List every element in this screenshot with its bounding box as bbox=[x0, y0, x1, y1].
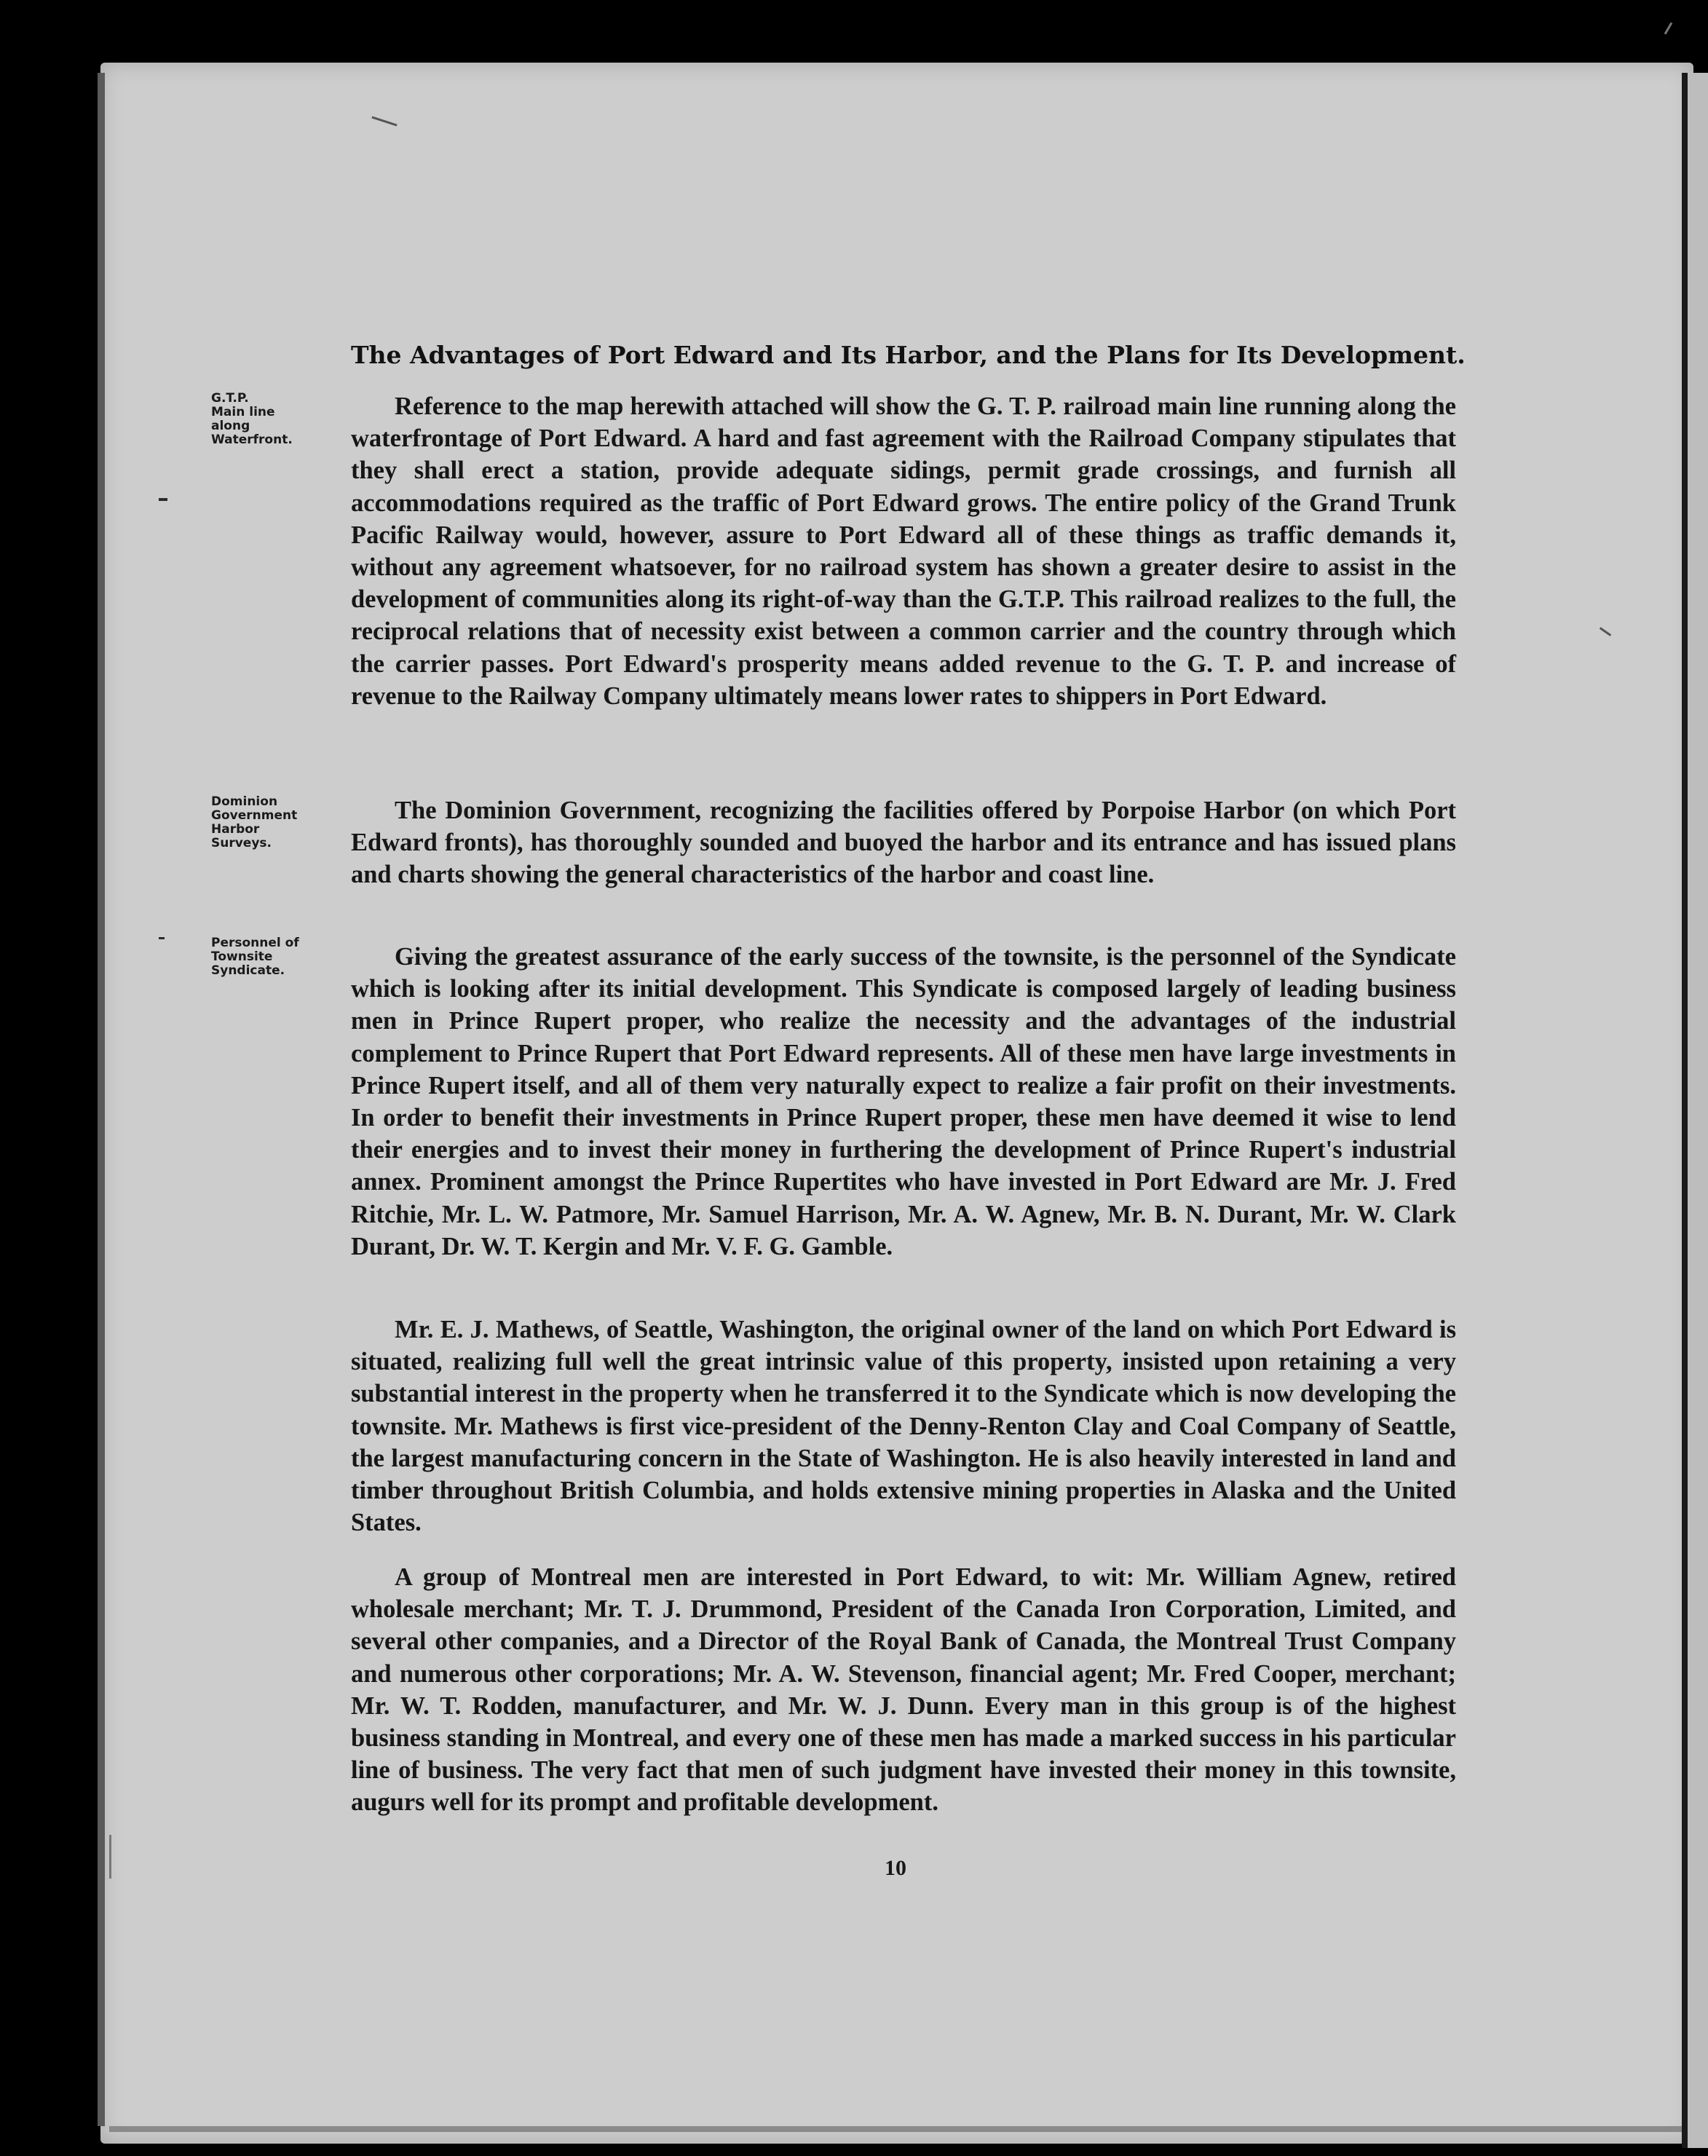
paragraph-montreal-group: A group of Montreal men are interested in Port Edward, to wit: Mr. William Agnew, retired wholesale merchant; Mr. T. J. Drummond, President of the Canada Iron Corporation, Limited, and several other companies, and a Director of the Royal Bank of Canada, the Montreal Trust Company and numerous other corporations; Mr. A. W. Stevenson, financial agent; Mr. Fred Cooper, merchant; Mr. W. T. Rodden, manufacturer, and Mr. W. J. Dunn. Every man in this group is of the highest business standing in Montreal, and every one of these men has made a marked success in his particular line of business. The very fact that men of such judgment have invested their money in this townsite, augurs well for its prompt and profitable development. bbox=[351, 1563, 1456, 1817]
page-bottom-edge bbox=[109, 2126, 1689, 2132]
facing-page-edge bbox=[1688, 73, 1708, 2148]
scan-mark bbox=[109, 1835, 111, 1879]
page-heading: The Advantages of Port Edward and Its Harbor, and the Plans for Its Development. bbox=[351, 341, 1466, 369]
margin-note-syndicate-personnel: Personnel of Townsite Syndicate. bbox=[211, 936, 299, 978]
scan-mark bbox=[159, 937, 165, 939]
paragraph-mathews: Mr. E. J. Mathews, of Seattle, Washington, the original owner of the land on which Port Edward is situated, realizing full well the great intrinsic value of this property, insisted upon retaining a very substantial interest in the property when he transferred it to the Syndicate which is now developing the townsite. Mr. Mathews is first vice-president of the Denny-Renton Clay and Coal Company of Seattle, the largest manufacturing concern in the State of Washington. He is also heavily interested in land and timber throughout British Columbia, and holds extensive mining properties in Alaska and the United States. bbox=[351, 1316, 1456, 1537]
book-gutter bbox=[1682, 73, 1688, 2148]
scan-mark bbox=[1664, 22, 1673, 34]
paragraph-railroad: Reference to the map herewith attached will show the G. T. P. railroad main line running along the waterfrontage of Port Edward. A hard and fast agreement with the Railroad Company stipulates that they shall erect a station, provide adequate sidings, permit grade crossings, and furnish all accommodations required as the traffic of Port Edward grows. The entire policy of the Grand Trunk Pacific Railway would, however, assure to Port Edward all of these things as traffic demands it, without any agreement whatsoever, for no railroad system has shown a greater desire to assist in the development of communities along its right-of-way than the G.T.P. This railroad realizes to the full, the reciprocal relations that of necessity exist between a common carrier and the country through which the carrier passes. Port Edward's prosperity means added revenue to the G. T. P. and increase of revenue to the Railway Company ultimately means lower rates to shippers in Port Edward. bbox=[351, 392, 1456, 710]
paragraph-syndicate: Giving the greatest assurance of the early success of the townsite, is the personnel of the Syndicate which is looking after its initial development. This Syndicate is composed largely of leading business men in Prince Rupert proper, who realize the necessity and the advantages of the industrial complement to Prince Rupert that Port Edward represents. All of these men have large investments in Prince Rupert itself, and all of them very naturally expect to realize a fair profit on their investments. In order to benefit their investments in Prince Rupert proper, these men have deemed it wise to lend their energies and to invest their money in furthering the development of Prince Rupert's industrial annex. Prominent amongst the Prince Rupertites who have invested in Port Edward are Mr. J. Fred Ritchie, Mr. L. W. Patmore, Mr. Samuel Harrison, Mr. A. W. Agnew, Mr. B. N. Durant, Mr. W. Clark Durant, Dr. W. T. Kergin and Mr. V. F. G. Gamble. bbox=[351, 943, 1456, 1260]
margin-note-gtp-main-line: G.T.P. Main line along Waterfront. bbox=[211, 391, 293, 447]
page-left-edge bbox=[98, 73, 105, 2126]
margin-note-harbor-surveys: Dominion Government Harbor Surveys. bbox=[211, 794, 298, 850]
page-number: 10 bbox=[885, 1856, 906, 1880]
scan-mark bbox=[159, 498, 167, 501]
paragraph-dominion-government: The Dominion Government, recognizing the facilities offered by Porpoise Harbor (on which Port Edward fronts), has thoroughly sounded and buoyed the harbor and its entrance and has issued plans and charts showing the general characteristics of the harbor and coast line. bbox=[351, 797, 1456, 889]
